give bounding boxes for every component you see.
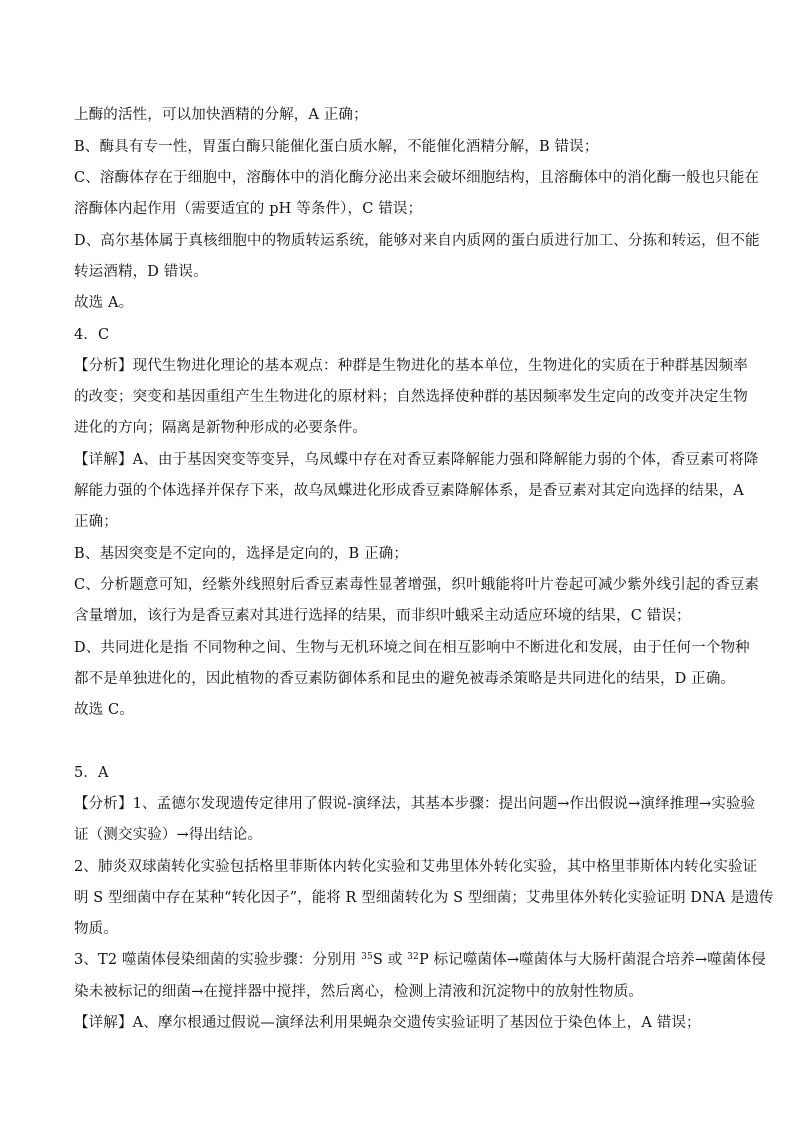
text-line: 染未被标记的细菌→在搅拌器中搅拌，然后离心，检测上清液和沉淀物中的放射性物质。: [74, 984, 643, 1000]
text-line: 证（测交实验）→得出结论。: [74, 827, 263, 843]
text-line: 含量增加，该行为是香豆素对其进行选择的结果，而非织叶蛾采主动适应环境的结果，C 错误；: [74, 608, 691, 624]
question-number: 4．C: [74, 327, 110, 343]
text-line: 2、肺炎双球菌转化实验包括格里菲斯体内转化实验和艾弗里体外转化实验，其中格里菲斯体内转化实验证: [74, 859, 758, 875]
text-line: 都不是单独进化的，因此植物的香豆素防御体系和昆虫的避免被毒杀策略是共同进化的结果，D 正确。: [74, 671, 736, 687]
text-line: 故选 A。: [74, 295, 134, 311]
text-line: 【详解】A、由于基因突变等变异，乌凤蝶中存在对香豆素降解能力强和降解能力弱的个体，香豆素可将降: [74, 452, 759, 468]
text-line: C、溶酶体存在于细胞中，溶酶体中的消化酶分泌出来会破坏细胞结构，且溶酶体中的消化酶一般也只能在: [74, 170, 760, 186]
isotope-superscript: 35: [361, 952, 373, 962]
text-line: 【分析】1、孟德尔发现遗传定律用了假说-演绎法，其基本步骤：提出问题→作出假说→演绎推理→实验验: [74, 796, 756, 812]
isotope-superscript: 32: [407, 952, 419, 962]
text-line: B、基因突变是不定向的，选择是定向的，B 正确；: [74, 546, 409, 562]
text-line: 溶酶体内起作用（需要适宜的 pH 等条件），C 错误；: [74, 201, 423, 217]
text-line: 【分析】现代生物进化理论的基本观点：种群是生物进化的基本单位，生物进化的实质在于种群基因频率: [74, 358, 748, 374]
text-line: B、酶具有专一性，胃蛋白酶只能催化蛋白质水解，不能催化酒精分解，B 错误；: [74, 139, 599, 155]
text-line: 上酶的活性，可以加快酒精的分解，A 正确；: [74, 107, 368, 123]
text-line: D、共同进化是指 不同物种之间、生物与无机环境之间在相互影响中不断进化和发展，由于任何一个物种: [74, 640, 750, 656]
text-line: 故选 C。: [74, 702, 134, 718]
text-line: 的改变；突变和基因重组产生生物进化的原材料；自然选择使种群的基因频率发生定向的改变并决定生物: [74, 389, 748, 405]
text-line: 正确；: [74, 514, 118, 530]
text-line: 进化的方向；隔离是新物种形成的必要条件。: [74, 420, 367, 436]
question-number: 5．A: [74, 765, 109, 781]
text-line: 【详解】A、摩尔根通过假说—演绎法利用果蝇杂交遗传实验证明了基因位于染色体上，A 错误；: [74, 1015, 701, 1031]
text-line: [74, 948, 766, 969]
text-line: D、高尔基体属于真核细胞中的物质转运系统，能够对来自内质网的蛋白质进行加工、分拣和转运，但不能: [74, 233, 760, 249]
text-segment: S 或: [372, 952, 408, 968]
text-line: 解能力强的个体选择并保存下来，故乌凤蝶进化形成香豆素降解体系，是香豆素对其定向选择的结果，A: [74, 483, 744, 499]
text-line: 转运酒精，D 错误。: [74, 264, 208, 280]
text-line: 明 S 型细菌中存在某种“转化因子”，能将 R 型细菌转化为 S 型细菌；艾弗里体外转化实验证明 DNA 是遗传: [74, 890, 774, 906]
text-line: 物质。: [74, 921, 118, 937]
text-segment: 3、T2 噬菌体侵染细菌的实验步骤：分别用: [74, 952, 362, 968]
text-segment: P 标记噬菌体→噬菌体与大肠杆菌混合培养→噬菌体侵: [418, 952, 766, 968]
text-line: C、分析题意可知，经紫外线照射后香豆素毒性显著增强，织叶蛾能将叶片卷起可减少紫外线引起的香豆素: [74, 577, 760, 593]
